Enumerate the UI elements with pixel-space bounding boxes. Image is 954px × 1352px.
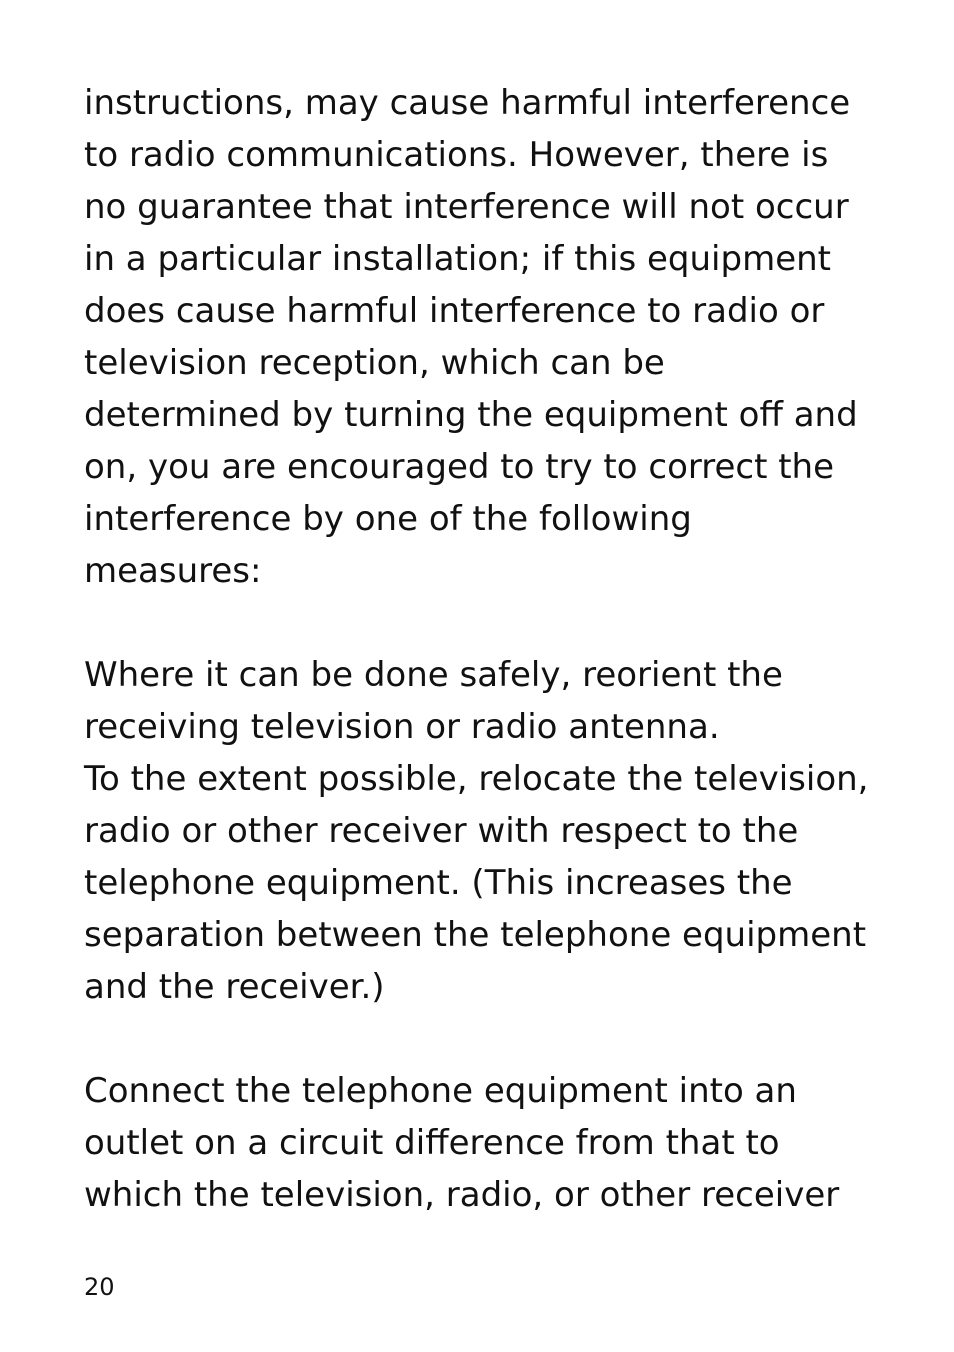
text-line: determined by turning the equipment off and <box>84 395 858 435</box>
text-line: separation between the telephone equipment <box>84 915 867 955</box>
text-line: and the receiver.) <box>84 967 385 1007</box>
text-line: does cause harmful interference to radio or <box>84 291 825 331</box>
text-line: in a particular installation; if this equipment <box>84 239 831 279</box>
text-line: no guarantee that interference will not occur <box>84 187 849 227</box>
page-number: 20 <box>84 1273 115 1301</box>
text-line: radio or other receiver with respect to the <box>84 811 799 851</box>
text-line: instructions, may cause harmful interference <box>84 83 851 123</box>
text-line: interference by one of the following <box>84 499 692 539</box>
text-line: To the extent possible, relocate the television, <box>84 759 869 799</box>
text-line: telephone equipment. (This increases the <box>84 863 793 903</box>
text-line: Where it can be done safely, reorient the <box>84 655 783 695</box>
text-line: Connect the telephone equipment into an <box>84 1071 797 1111</box>
paragraph-reorient-antenna <box>84 649 924 1013</box>
body-text <box>84 77 924 1221</box>
paragraph-spacer <box>84 597 924 649</box>
text-line: measures: <box>84 551 262 591</box>
text-line: receiving television or radio antenna. <box>84 707 720 747</box>
text-line: on, you are encouraged to try to correct the <box>84 447 835 487</box>
text-line: which the television, radio, or other receiver <box>84 1175 840 1215</box>
text-line: television reception, which can be <box>84 343 665 383</box>
text-line: to radio communications. However, there is <box>84 135 829 175</box>
paragraph-connect-outlet <box>84 1065 924 1221</box>
paragraph-interference-intro <box>84 77 924 597</box>
text-line: outlet on a circuit difference from that to <box>84 1123 780 1163</box>
paragraph-spacer <box>84 1013 924 1065</box>
